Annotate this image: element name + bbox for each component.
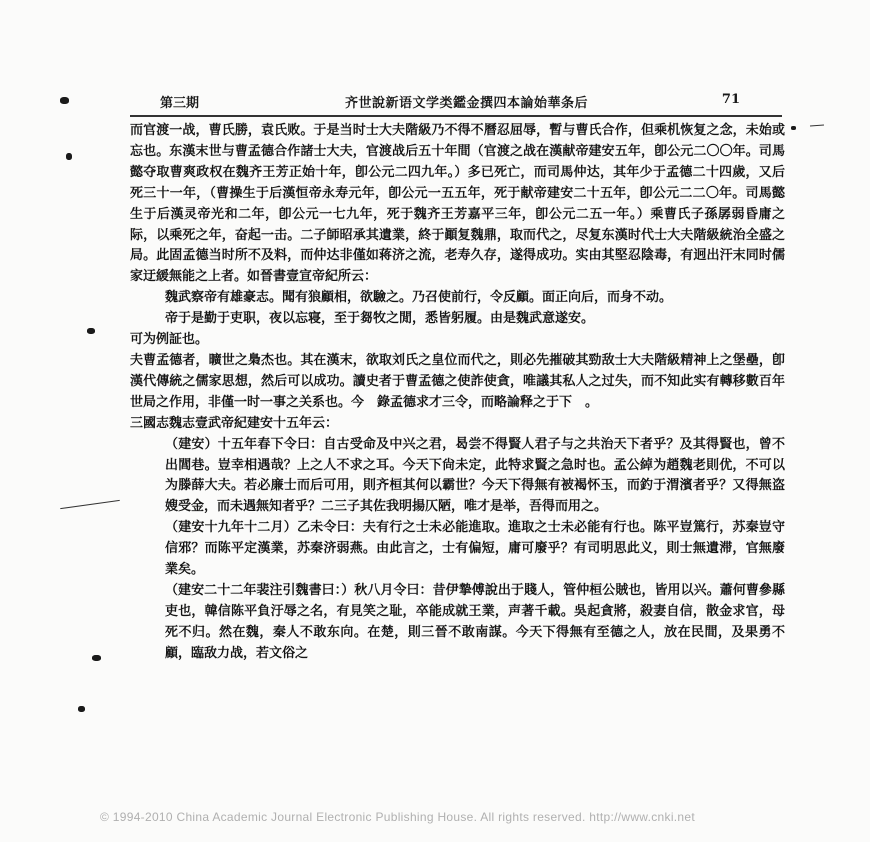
paragraph: 三國志魏志壹武帝紀建安十五年云： xyxy=(130,415,339,431)
scan-stroke xyxy=(60,500,120,509)
paragraph: 夫曹孟德者，曠世之梟杰也。其在漢末，欲取刘氏之皇位而代之，則必先摧破其勁敌士大夫階級精神上之堡壘，卽漢代傳統之儒家思想，然后可以成功。讀史者于曹孟德之使詐使貪，唯議其私人之过失，而不知此实有轉移數百年世局之作用，非僅一时一事之关系也。今 錄孟德求才三令，而略論释之于下 。 xyxy=(130,352,785,410)
quoted-paragraph: 帝于是勤于吏职，夜以忘寝，至于芻牧之閒，悉皆躬履。由是魏武意遂安。 xyxy=(165,311,595,327)
quoted-paragraph: （建安）十五年春下令曰：自古受命及中兴之君，曷尝不得賢人君子与之共治天下者乎？及其得賢也，曾不出閭巷。豈幸相遇哉？上之人不求之耳。今天下尙未定，此特求賢之急时也。孟公綽为趙魏老則优，不可以为滕薛大夫。若必廉士而后可用，則齐桓其何以霸世？今天下得無有被褐怀玉，而釣于渭濱者乎？又得無盗嫂受金，而未遇無知者乎？二三子其佐我明揚仄陋，唯才是举，吾得而用之。 xyxy=(165,436,785,515)
scan-speck xyxy=(66,153,72,160)
scan-speck xyxy=(791,126,796,130)
scan-stroke xyxy=(810,125,824,127)
header-rule xyxy=(130,115,782,117)
scan-speck xyxy=(60,97,69,104)
copyright-footer: © 1994-2010 China Academic Journal Electronic Publishing House. All rights reserved. http://www.cnki.net xyxy=(100,810,695,824)
quoted-paragraph: 魏武察帝有雄豪志。聞有狼顧相，欲驗之。乃召使前行，令反顧。面正向后，而身不动。 xyxy=(165,290,673,306)
quoted-paragraph: （建安二十二年裴注引魏書曰：）秋八月令曰：昔伊摯傅說出于賤人，管仲桓公賊也，皆用以兴。蕭何曹參縣吏也，韓信陈平負汙辱之名，有見笑之耻，卒能成就王業，声著千載。吳起貪將，殺妻自信，散金求官，母死不归。然在魏，秦人不敢东向。在楚，則三晉不敢南謀。今天下得無有至德之人，放在民間，及果勇不顧，臨敌力战，若文俗之 xyxy=(165,582,785,661)
scan-speck xyxy=(87,328,95,334)
running-header xyxy=(160,92,760,114)
body-text xyxy=(130,121,785,665)
paragraph: 可为例証也。 xyxy=(130,332,209,348)
scan-speck xyxy=(92,655,101,661)
paragraph: 而官渡一战，曹氏勝，袁氏败。于是当时士大夫階級乃不得不曆忍屈辱，暫与曹氏合作，但乘机恢复之念，未始或忘也。东漢末世与曹孟德合作諸士大夫，官渡战后五十年間（官渡之战在漢献帝建安五年，卽公元二〇〇年。司馬懿夺取曹爽政权在魏齐王芳正始十年，卽公元二四九年。）多已死亡，而司馬仲达，其年少于孟德二十四歲，又后死三十一年，（曹操生于后漢恒帝永寿元年，卽公元一五五年，死于献帝建安二十五年，卽公元二二〇年。司馬懿生于后漢灵帝光和二年，卽公元一七九年，死于魏齐王芳嘉平三年，卽公元二五一年。）乘曹氏子孫孱弱昏庸之际，以乘死之年，奋起一击。二子師昭承其遺業，終于顚复魏鼎，取而代之，尽复东漢时代士大夫階級統治全盛之局。此固孟德当时所不及料，而仲达非僅如蒋济之流，老寿久存，遂得成功。实由其堅忍陰毒，有迥出汗末同时儒家迂緩無能之上者。如晉書壹宣帝紀所云： xyxy=(130,123,785,285)
scan-speck xyxy=(78,706,85,712)
page-number: 71 xyxy=(721,92,740,107)
article-title: 齐世說新语文学类鑑金撰四本論始華条后 xyxy=(345,96,589,111)
issue-label: 第三期 xyxy=(160,96,200,111)
quoted-paragraph: （建安十九年十二月）乙未令曰：夫有行之士未必能進取。進取之士未必能有行也。陈平豈篤行，苏秦豈守信邪？而陈平定漢業，苏秦济弱燕。由此言之，士有偏短，庸可廢乎？有司明思此义，則士無遺滞，官無廢業矣。 xyxy=(165,520,785,578)
